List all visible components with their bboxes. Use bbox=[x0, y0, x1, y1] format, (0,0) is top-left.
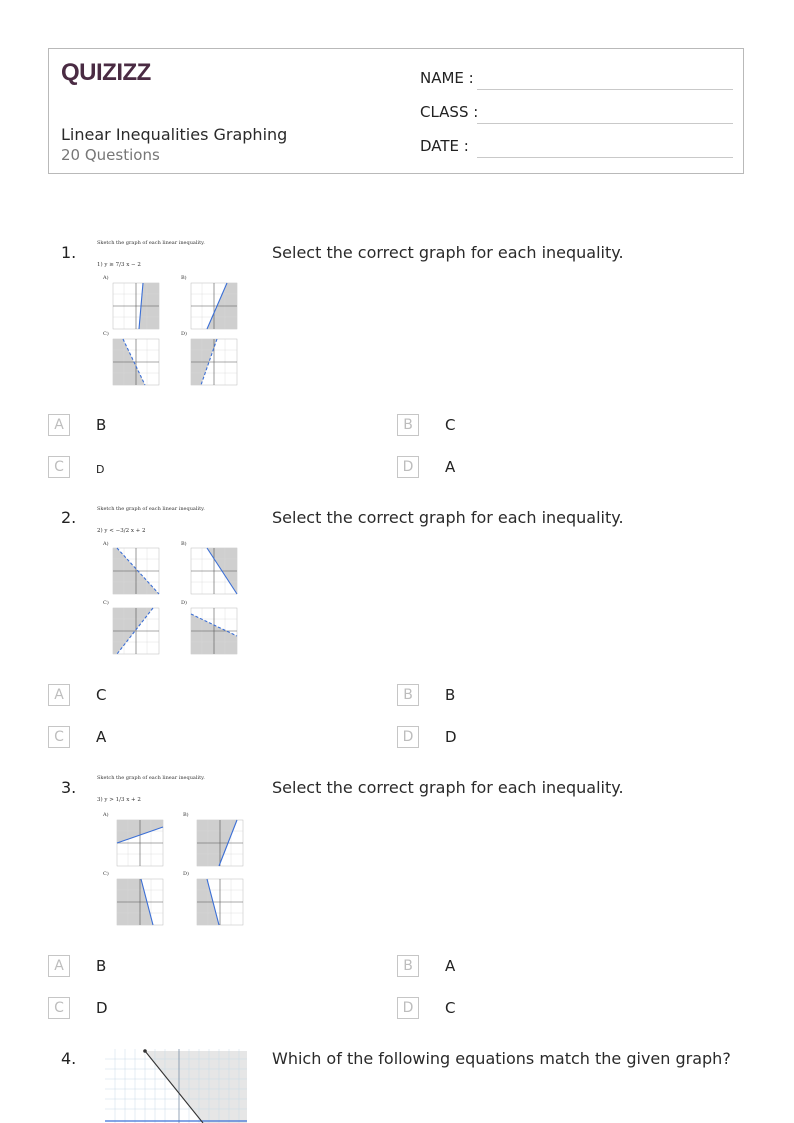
name-line bbox=[477, 89, 733, 90]
svg-text:D): D) bbox=[183, 871, 189, 877]
svg-text:2) y < −3/2 x + 2: 2) y < −3/2 x + 2 bbox=[97, 528, 146, 534]
svg-text:D): D) bbox=[181, 600, 187, 606]
question-count: 20 Questions bbox=[61, 146, 160, 164]
q2-option-c-box[interactable]: C bbox=[48, 726, 70, 748]
worksheet-header bbox=[48, 48, 744, 174]
q1-option-c-text[interactable]: D bbox=[96, 463, 105, 476]
svg-text:B): B) bbox=[181, 275, 187, 281]
name-field[interactable] bbox=[420, 69, 474, 87]
q1-option-c-box[interactable]: C bbox=[48, 456, 70, 478]
date-line bbox=[477, 157, 733, 158]
date-label: DATE : bbox=[420, 137, 469, 155]
q3-option-a-text[interactable]: B bbox=[96, 957, 107, 975]
svg-text:3) y > 1/3 x + 2: 3) y > 1/3 x + 2 bbox=[97, 797, 141, 803]
q2-option-b-box[interactable]: B bbox=[397, 684, 419, 706]
question-3-number: 3. bbox=[61, 778, 77, 797]
svg-text:C): C) bbox=[103, 600, 109, 606]
q3-option-b-box[interactable]: B bbox=[397, 955, 419, 977]
svg-text:A): A) bbox=[103, 541, 109, 547]
svg-text:Sketch the graph of each linea: Sketch the graph of each linear inequality. bbox=[97, 240, 205, 246]
q1-option-b-box[interactable]: B bbox=[397, 414, 419, 436]
q1-option-b-text[interactable]: C bbox=[445, 416, 456, 434]
q3-option-d-text[interactable]: C bbox=[445, 999, 456, 1017]
q1-option-d-text[interactable]: A bbox=[445, 458, 456, 476]
q1-option-d-box[interactable]: D bbox=[397, 456, 419, 478]
worksheet-title: Linear Inequalities Graphing bbox=[61, 125, 288, 144]
q2-option-c-text[interactable]: A bbox=[96, 728, 107, 746]
question-3-text: Select the correct graph for each inequality. bbox=[272, 778, 624, 797]
q3-option-c-box[interactable]: C bbox=[48, 997, 70, 1019]
svg-text:A): A) bbox=[103, 812, 109, 818]
svg-text:Sketch the graph of each linea: Sketch the graph of each linear inequality. bbox=[97, 775, 205, 781]
question-1-graph-image bbox=[95, 236, 255, 388]
svg-text:1) y ≥ 7/3 x − 2: 1) y ≥ 7/3 x − 2 bbox=[97, 262, 141, 268]
q3-option-c-text[interactable]: D bbox=[96, 999, 108, 1017]
question-2-number: 2. bbox=[61, 508, 77, 527]
q3-option-d-box[interactable]: D bbox=[397, 997, 419, 1019]
svg-text:B): B) bbox=[181, 541, 187, 547]
logo-text: QUIZIZZ bbox=[61, 59, 151, 86]
name-label: NAME : bbox=[420, 69, 474, 87]
q1-option-a-text[interactable]: B bbox=[96, 416, 107, 434]
question-1-text: Select the correct graph for each inequality. bbox=[272, 243, 624, 262]
svg-text:B): B) bbox=[183, 812, 189, 818]
q2-option-b-text[interactable]: B bbox=[445, 686, 456, 704]
q3-option-b-text[interactable]: A bbox=[445, 957, 456, 975]
quizizz-logo bbox=[61, 58, 153, 90]
q2-option-d-text[interactable]: D bbox=[445, 728, 457, 746]
q3-option-a-box[interactable]: A bbox=[48, 955, 70, 977]
question-2-text: Select the correct graph for each inequality. bbox=[272, 508, 624, 527]
class-line bbox=[477, 123, 733, 124]
q1-option-a-box[interactable]: A bbox=[48, 414, 70, 436]
question-3-graph-image bbox=[95, 771, 255, 931]
question-4-text: Which of the following equations match the given graph? bbox=[272, 1049, 731, 1068]
svg-text:C): C) bbox=[103, 871, 109, 877]
class-field[interactable] bbox=[420, 103, 478, 121]
date-field[interactable] bbox=[420, 137, 469, 155]
question-4-number: 4. bbox=[61, 1049, 77, 1068]
question-2-graph-image bbox=[95, 502, 255, 660]
svg-text:C): C) bbox=[103, 331, 109, 337]
svg-text:D): D) bbox=[181, 331, 187, 337]
question-1-number: 1. bbox=[61, 243, 77, 262]
svg-text:Sketch the graph of each linea: Sketch the graph of each linear inequality. bbox=[97, 506, 205, 512]
q2-option-d-box[interactable]: D bbox=[397, 726, 419, 748]
question-4-graph-image bbox=[105, 1049, 247, 1123]
svg-text:A): A) bbox=[103, 275, 109, 281]
q2-option-a-text[interactable]: C bbox=[96, 686, 107, 704]
q2-option-a-box[interactable]: A bbox=[48, 684, 70, 706]
class-label: CLASS : bbox=[420, 103, 479, 121]
